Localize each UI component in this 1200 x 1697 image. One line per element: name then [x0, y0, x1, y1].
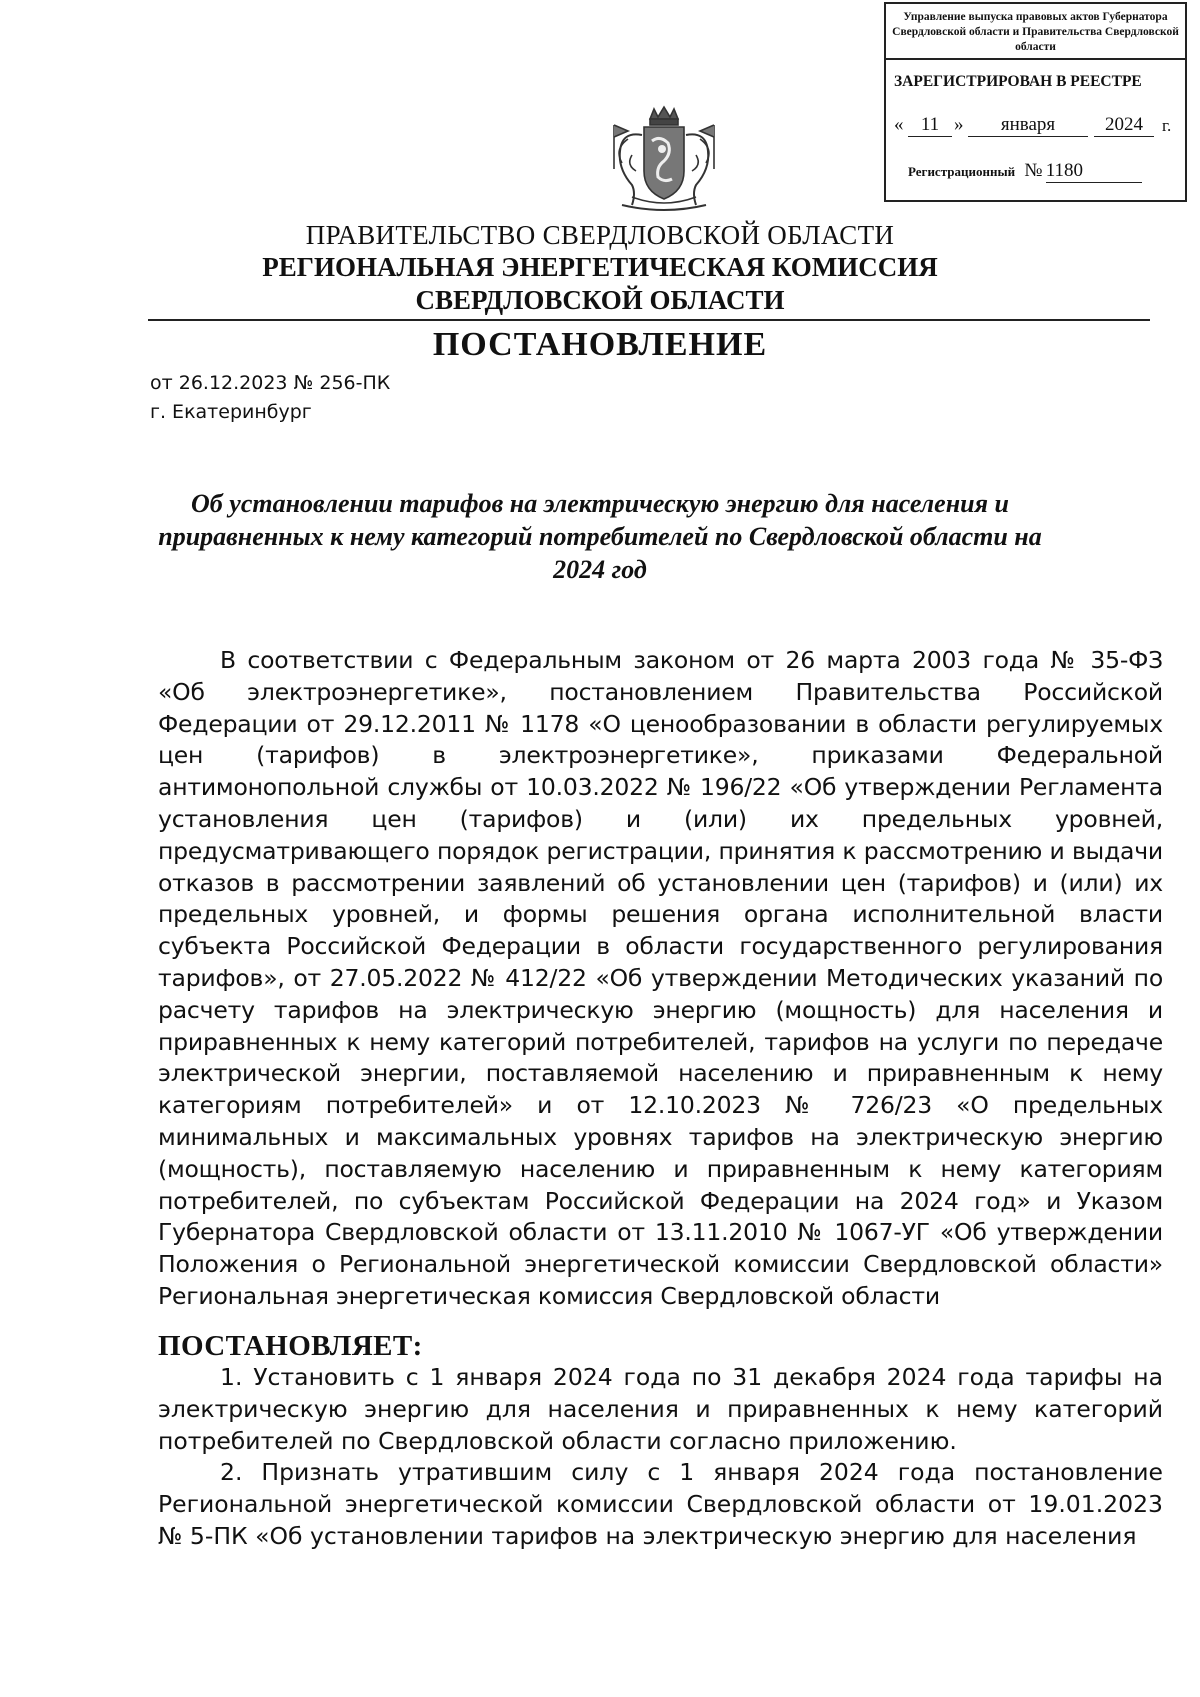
document-date-number: от 26.12.2023 № 256-ПК [150, 372, 391, 394]
decree-item-1: 1. Установить с 1 января 2024 года по 31 декабря 2024 года тарифы на электрическую энергию для населения и приравненных к нему категорий потребителей по Свердловской области согласно приложению. [158, 1363, 1163, 1455]
stamp-number-value: 1180 [1046, 160, 1142, 183]
stamp-reg-label: Регистрационный [908, 164, 1016, 179]
document-title: Об установлении тарифов на электрическую энергию для населения и приравненных к нему категорий потребителей по Свердловской области на 2024 год [158, 489, 1042, 584]
registration-stamp: Управление выпуска правовых актов Губернатора Свердловской области и Правительства Свердловской области ЗАРЕГИСТРИРОВАН В РЕЕСТРЕ « 11 » января 2024 г. Регистрационный № 1180 [884, 2, 1187, 202]
preamble-paragraph: В соответствии с Федеральным законом от 26 марта 2003 года № 35-ФЗ «Об электроэнергетике», постановлением Правительства Российской Федерации от 29.12.2011 № 1178 «О ценообразовании в области регулируемых цен (тарифов) в электроэнергетике», приказами Федеральной антимонопольной службы от 10.03.2022 № 196/22 «Об утверждении Регламента установления цен (тарифов) и (или) их предельных уровней, предусматривающего порядок регистрации, принятия к рассмотрению и выдачи отказов в рассмотрении заявлений об установлении цен (тарифов) и (или) их предельных уровней, и формы решения органа исполнительной власти субъекта Российской Федерации в области государственного регулирования тарифов», от 27.05.2022 № 412/22 «Об утверждении Методических указаний по расчету тарифов на электрическую энергию (мощность) для населения и приравненных к нему категорий потребителей, тарифов на услуги по передаче электрической энергии, поставляемой населению и приравненным к нему категориям потребителей» и от 12.10.2023 № 726/23 «О предельных минимальных и максимальных уровнях тарифов на электрическую энергию (мощность), поставляемую населению и приравненным к нему категориям потребителей, по субъектам Российской Федерации на 2024 год» и Указом Губернатора Свердловской области от 13.11.2010 № 1067-УГ «Об утверждении Положения о Региональной энергетической комиссии Свердловской области» Региональная энергетическая комиссия Свердловской области [158, 646, 1163, 1310]
stamp-day: 11 [920, 114, 940, 135]
stamp-year: 2024 [1105, 114, 1143, 135]
document-meta [150, 369, 390, 427]
decree-heading: ПОСТАНОВЛЯЕТ: [158, 1330, 423, 1362]
stamp-number-sign: № [1024, 160, 1043, 181]
stamp-month: января [1000, 114, 1056, 135]
stamp-reg-number [908, 160, 1142, 183]
stamp-registered-label: ЗАРЕГИСТРИРОВАН В РЕЕСТРЕ [894, 73, 1142, 90]
government-name: ПРАВИТЕЛЬСТВО СВЕРДЛОВСКОЙ ОБЛАСТИ [305, 220, 895, 250]
coat-of-arms-icon [592, 105, 736, 217]
stamp-office-name: Управление выпуска правовых актов Губернатора Свердловской области и Правительства Свердловской области [886, 4, 1185, 60]
document-type: ПОСТАНОВЛЕНИЕ [432, 326, 768, 363]
stamp-year-suffix: г. [1162, 116, 1172, 135]
document-city: г. Екатеринбург [150, 401, 312, 423]
header-divider [148, 319, 1150, 321]
commission-name-line2: СВЕРДЛОВСКОЙ ОБЛАСТИ [415, 285, 785, 315]
commission-name-line1: РЕГИОНАЛЬНАЯ ЭНЕРГЕТИЧЕСКАЯ КОМИССИЯ [262, 252, 938, 282]
decree-item-2: 2. Признать утратившим силу с 1 января 2024 года постановление Региональной энергетической комиссии Свердловской области от 19.01.2023 № 5-ПК «Об установлении тарифов на электрическую энергию для населения [158, 1458, 1163, 1550]
